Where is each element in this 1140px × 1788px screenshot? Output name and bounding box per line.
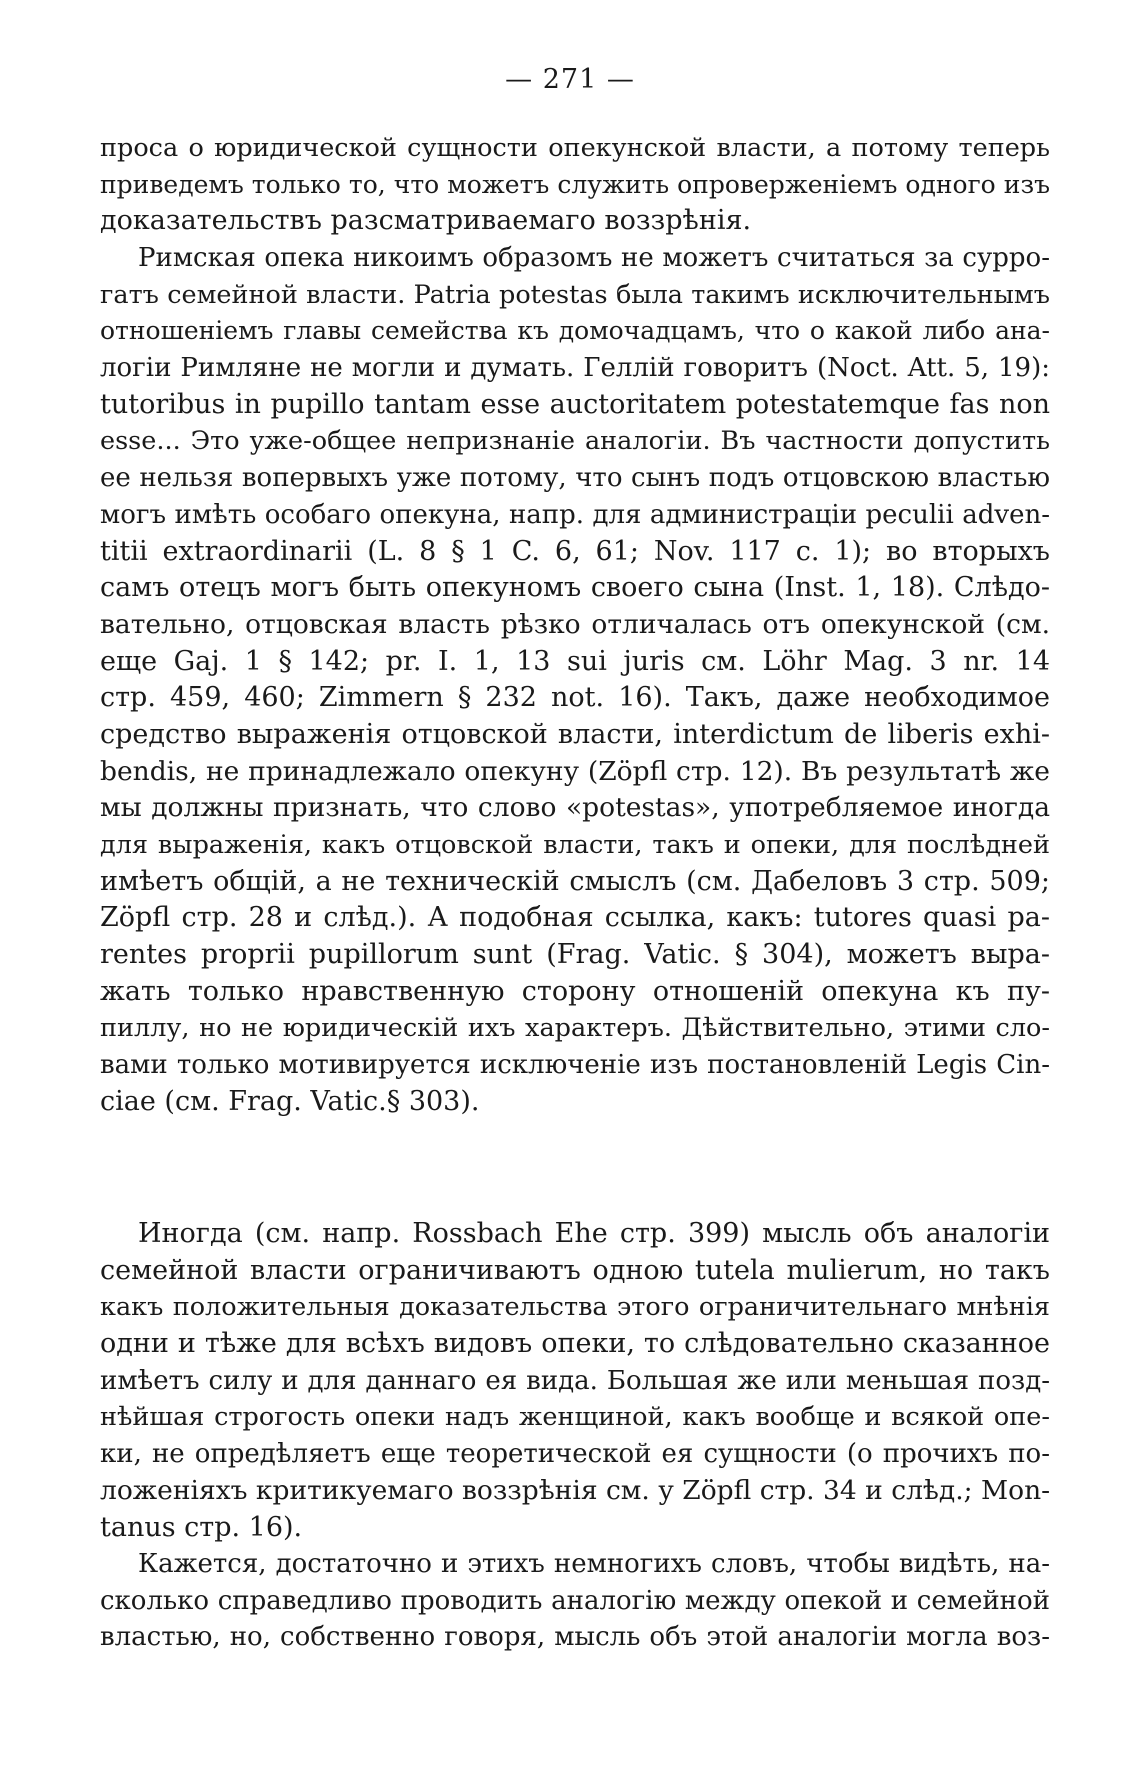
text-line: приведемъ только то, что можетъ служить опроверженіемъ одного изъ (100, 169, 1050, 199)
paragraph-conclusion (100, 1546, 1050, 1656)
text-line: какъ положительныя доказательства этого ограничительнаго мнѣнія (100, 1292, 1050, 1323)
text-line: доказательствъ разсматриваемаго воззрѣнія. (100, 205, 752, 237)
text-line: tutoribus in pupillo tantam esse auctoritatem potestatemque fas non (100, 388, 1050, 420)
text-line: Zöpfl стр. 28 и слѣд.). А подобная ссылка, какъ: tutores quasi pa- (100, 902, 1050, 934)
text-line: сколько справедливо проводить аналогію между опекой и семейной (100, 1585, 1050, 1616)
text-line: могъ имѣть особаго опекуна, напр. для администраціи peculii adven- (100, 499, 1050, 530)
text-line: еще Gaj. 1 § 142; pr. I. 1, 13 sui juris см. Löhr Mag. 3 nr. 14 (100, 645, 1050, 677)
text-line: rentes proprii pupillorum sunt (Frag. Vatic. § 304), можетъ выра- (100, 939, 1050, 971)
text-line: вами только мотивируется исключеніе изъ постановленій Legis Cin- (100, 1050, 1050, 1081)
text-line: tanus стр. 16). (100, 1511, 303, 1543)
text-line: стр. 459, 460; Zimmern § 232 not. 16). Такъ, даже необходимое (100, 682, 1050, 714)
text-line: для выраженія, какъ отцовской власти, такъ и опеки, для послѣдней (100, 830, 1050, 860)
text-line: мы должны признать, что слово «potestas», употребляемое иногда (100, 792, 1050, 824)
text-line: семейной власти ограничиваютъ одною tutela mulierum, но такъ (100, 1254, 1050, 1286)
text-line: имѣетъ силу и для даннаго ея вида. Большая же или меньшая позд- (100, 1365, 1050, 1396)
text-line: ciae (см. Frag. Vatic.§ 303). (100, 1085, 480, 1117)
paragraph-continuation (100, 130, 1050, 240)
text-line: логіи Римляне не могли и думать. Геллій говоритъ (Noct. Att. 5, 19): (100, 353, 1050, 384)
text-line: средство выраженія отцовской власти, interdictum de liberis exhi- (100, 718, 1050, 750)
text-line: titii extraordinarii (L. 8 § 1 C. 6, 61; Nov. 117 c. 1); во вторыхъ (100, 535, 1050, 567)
text-line: esse... Это уже-общее непризнаніе аналогіи. Въ частности допустить (100, 426, 1050, 457)
text-line: проса о юридической сущности опекунской власти, а потому теперь (100, 133, 1050, 163)
text-line: пиллу, но не юридическій ихъ характеръ. Дѣйствительно, этими сло- (100, 1013, 1050, 1044)
text-line: Римская опека никоимъ образомъ не можетъ считаться за сурро- (138, 243, 1050, 273)
text-line: властью, но, собственно говоря, мысль объ этой аналогіи могла воз- (100, 1622, 1050, 1653)
text-line: одни и тѣже для всѣхъ видовъ опеки, то слѣдовательно сказанное (100, 1328, 1050, 1360)
text-line: bendis, не принадлежало опекуну (Zöpfl стр. 12). Въ результатѣ же (100, 755, 1050, 787)
paragraph-roman-tutelage (100, 240, 1050, 1121)
text-line: ложеніяхъ критикуемаго воззрѣнія см. у Zöpfl стр. 34 и слѣд.; Mon- (100, 1474, 1050, 1506)
text-line: вательно, отцовская власть рѣзко отличалась отъ опекунской (см. (100, 608, 1050, 640)
page-number: — 271 — (505, 64, 635, 95)
text-line: самъ отецъ могъ быть опекуномъ своего сына (Inst. 1, 18). Слѣдо- (100, 572, 1050, 604)
text-line: ки, не опредѣляетъ еще теоретической ея сущности (о прочихъ по- (100, 1439, 1050, 1470)
text-line: отношеніемъ главы семейства къ домочадцамъ, что о какой либо ана- (100, 316, 1050, 346)
text-line: ее нельзя вопервыхъ уже потому, что сынъ подъ отцовскою властью (100, 463, 1050, 494)
text-line: нѣйшая строгость опеки надъ женщиной, какъ вообще и всякой опе- (100, 1402, 1050, 1433)
text-line: имѣетъ общій, а не техническій смыслъ (см. Дабеловъ 3 стр. 509; (100, 865, 1050, 897)
text-line: Иногда (см. напр. Rossbach Ehe стр. 399) мысль объ аналогіи (138, 1218, 1050, 1249)
text-line: гатъ семейной власти. Patria potestas была такимъ исключительнымъ (100, 279, 1050, 310)
text-line: Кажется, достаточно и этихъ немногихъ словъ, чтобы видѣть, на- (138, 1549, 1050, 1579)
text-line: жать только нравственную сторону отношеній опекуна къ пу- (100, 975, 1050, 1007)
paragraph-tutela-mulierum (100, 1216, 1050, 1546)
